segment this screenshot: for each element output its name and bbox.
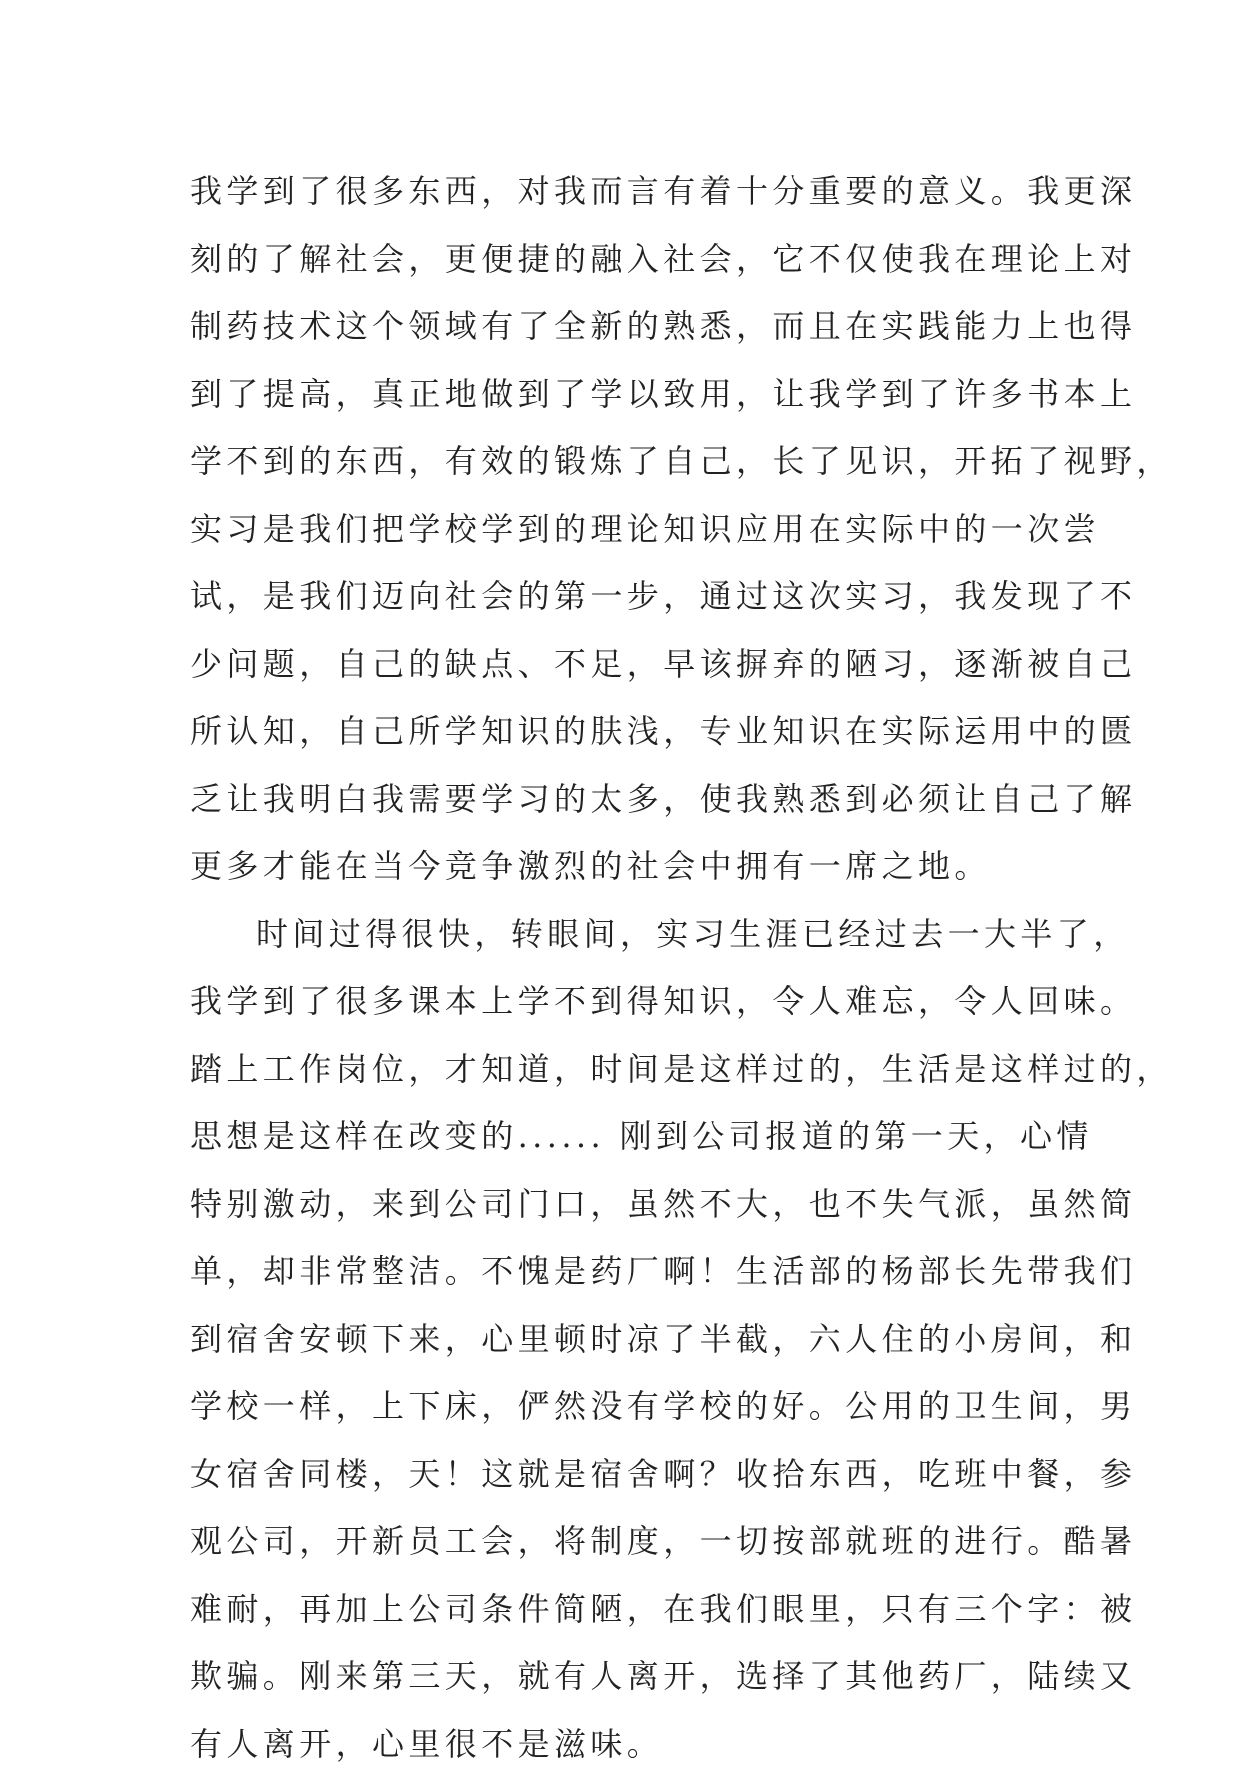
text-line: 乏让我明白我需要学习的太多，使我熟悉到必须让自己了解 bbox=[190, 766, 1070, 834]
text-line: 思想是这样在改变的...... 刚到公司报道的第一天，心情 bbox=[190, 1103, 1070, 1171]
text-line: 制药技术这个领域有了全新的熟悉，而且在实践能力上也得 bbox=[190, 293, 1070, 361]
text-line: 女宿舍同楼，天！这就是宿舍啊？收拾东西，吃班中餐，参 bbox=[190, 1441, 1070, 1509]
text-line: 学校一样，上下床，俨然没有学校的好。公用的卫生间，男 bbox=[190, 1373, 1070, 1441]
text-line: 特别激动，来到公司门口，虽然不大，也不失气派，虽然简 bbox=[190, 1171, 1070, 1239]
text-line: 难耐，再加上公司条件简陋，在我们眼里，只有三个字：被 bbox=[190, 1576, 1070, 1644]
text-line: 实习是我们把学校学到的理论知识应用在实际中的一次尝 bbox=[190, 496, 1070, 564]
text-line: 到宿舍安顿下来，心里顿时凉了半截，六人住的小房间，和 bbox=[190, 1306, 1070, 1374]
paragraph-first-line: 时间过得很快，转眼间，实习生涯已经过去一大半了， bbox=[190, 901, 1070, 969]
text-line: 观公司，开新员工会，将制度，一切按部就班的进行。酷暑 bbox=[190, 1508, 1070, 1576]
text-line: 单，却非常整洁。不愧是药厂啊！生活部的杨部长先带我们 bbox=[190, 1238, 1070, 1306]
text-line: 所认知，自己所学知识的肤浅，专业知识在实际运用中的匮 bbox=[190, 698, 1070, 766]
text-line: 我学到了很多东西，对我而言有着十分重要的意义。我更深 bbox=[190, 158, 1070, 226]
text-line: 我学到了很多课本上学不到得知识，令人难忘，令人回味。 bbox=[190, 968, 1070, 1036]
text-line: 有人离开，心里很不是滋味。 bbox=[190, 1711, 1070, 1778]
text-line: 更多才能在当今竞争激烈的社会中拥有一席之地。 bbox=[190, 833, 1070, 901]
text-line: 欺骗。刚来第三天，就有人离开，选择了其他药厂，陆续又 bbox=[190, 1643, 1070, 1711]
text-line: 到了提高，真正地做到了学以致用，让我学到了许多书本上 bbox=[190, 361, 1070, 429]
text-line: 刻的了解社会，更便捷的融入社会，它不仅使我在理论上对 bbox=[190, 226, 1070, 294]
body-text bbox=[190, 158, 1070, 1778]
text-line: 试，是我们迈向社会的第一步，通过这次实习，我发现了不 bbox=[190, 563, 1070, 631]
text-line: 学不到的东西，有效的锻炼了自己，长了见识，开拓了视野， bbox=[190, 428, 1070, 496]
text-line: 少问题，自己的缺点、不足，早该摒弃的陋习，逐渐被自己 bbox=[190, 631, 1070, 699]
text-line: 踏上工作岗位，才知道，时间是这样过的，生活是这样过的， bbox=[190, 1036, 1070, 1104]
